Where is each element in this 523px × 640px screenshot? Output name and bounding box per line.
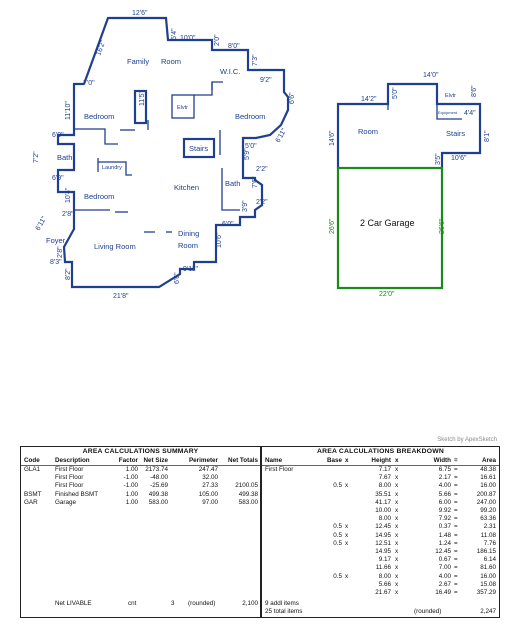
cell-perimeter: 247.47: [198, 466, 218, 473]
cell-net-size: -48.00: [150, 474, 168, 482]
cell-x1: x: [345, 531, 349, 539]
breakdown-row: [262, 581, 499, 589]
summary-row: [21, 466, 260, 474]
dim-label: 22'0": [379, 291, 395, 298]
cell-name: First Floor: [265, 466, 294, 473]
room-label-wic: W.I.C.: [220, 67, 241, 76]
summary-row: [21, 482, 260, 490]
dim-label: 2'0": [214, 34, 221, 46]
room-label-bath-2: Bath: [225, 179, 241, 188]
garage-outline: [338, 168, 442, 288]
cell-eq: =: [454, 482, 458, 490]
cell-eq: =: [454, 531, 458, 539]
cell-eq: =: [454, 523, 458, 531]
breakdown-row: [262, 556, 499, 564]
basement-room-label: Room: [358, 127, 379, 136]
dim-label: 5'0": [392, 87, 399, 99]
cell-net-size: 499.38: [148, 490, 168, 498]
room-label-bedroom-2: Bedroom: [235, 112, 266, 121]
cell-width: 0.67: [438, 556, 451, 564]
room-label-kitchen: Kitchen: [174, 183, 200, 192]
breakdown-row: [262, 564, 499, 572]
cell-description: First Floor: [55, 474, 84, 482]
dim-label: 5'9": [244, 148, 251, 160]
net-livable-label: Net LIVABLE: [55, 600, 92, 607]
breakdown-row: [262, 523, 499, 531]
cell-x2: x: [395, 474, 399, 482]
cell-factor: -1.00: [123, 482, 138, 490]
cell-height: 12.45: [375, 523, 391, 531]
room-label-dining-room: Room: [178, 241, 199, 250]
dim-label: 7'2": [33, 151, 40, 163]
cell-code: GLA1: [24, 466, 41, 473]
dim-label: 6'9": [52, 132, 64, 139]
cell-x2: x: [395, 490, 399, 498]
cell-x1: x: [345, 539, 349, 547]
cell-base: 0.5: [333, 572, 342, 580]
cell-eq: =: [454, 564, 458, 572]
room-label-bedroom-3: Bedroom: [84, 192, 115, 201]
cell-area: 81.60: [480, 564, 496, 572]
dim-label: 2'2": [256, 199, 268, 206]
cell-height: 14.95: [375, 531, 391, 539]
cell-area: 7.76: [483, 539, 496, 547]
cell-x1: x: [345, 482, 349, 490]
cell-x2: x: [395, 515, 399, 523]
cell-area: 6.14: [483, 556, 496, 564]
cell-net-totals: 499.38: [238, 490, 258, 498]
cell-eq: =: [454, 556, 458, 564]
dim-label: 6'11": [34, 215, 49, 232]
cell-eq: =: [454, 539, 458, 547]
cell-height: 11.66: [375, 564, 391, 572]
cell-net-totals: 583.00: [238, 498, 258, 506]
breakdown-footer-total: [262, 608, 499, 616]
breakdown-row: [262, 482, 499, 490]
cell-height: 5.66: [378, 580, 391, 588]
basement-elvtr-label: Elvtr: [445, 93, 456, 99]
cell-description: First Floor: [55, 466, 84, 473]
dim-label: 26'6": [329, 218, 336, 234]
breakdown-total: 2,247: [480, 608, 496, 615]
room-label-bath-1: Bath: [57, 153, 73, 162]
dim-label: 10'6": [451, 155, 467, 162]
dim-label: 9'2": [260, 77, 272, 84]
dim-label: 14'6": [329, 130, 336, 146]
interior-walls: [74, 82, 240, 232]
cell-x2: x: [395, 556, 399, 564]
room-label-family-room: Room: [161, 57, 182, 66]
col-header-base: Base: [326, 457, 342, 464]
col-header-name: Name: [265, 457, 283, 464]
room-label-bedroom-1: Bedroom: [84, 112, 115, 121]
dim-label: 11'10": [65, 101, 72, 120]
cell-height: 8.00: [378, 515, 391, 523]
dim-label: 8'6": [471, 85, 478, 97]
cell-area: 247.00: [476, 498, 496, 506]
dim-label: 4'4": [464, 110, 476, 117]
dim-label: 5'4": [171, 28, 178, 40]
dim-label: 11'5": [139, 91, 146, 106]
cell-eq: =: [454, 580, 458, 588]
cell-height: 7.17: [378, 466, 391, 473]
dim-label: 16'2": [95, 39, 108, 57]
total-items-label: 25 total items: [265, 608, 303, 615]
dim-label: 8'0": [228, 43, 240, 50]
col-header-eq: =: [454, 457, 458, 464]
cell-width: 2.67: [438, 580, 451, 588]
cell-eq: =: [454, 507, 458, 514]
breakdown-row: [262, 491, 499, 499]
cell-height: 21.67: [375, 589, 391, 596]
cell-factor: 1.00: [125, 466, 138, 473]
dim-label: 10'0": [180, 35, 196, 42]
col-header-width: Width: [433, 457, 451, 464]
cell-x2: x: [395, 539, 399, 547]
dim-label: 6'11": [274, 127, 289, 144]
basement-stairs-label: Stairs: [446, 129, 466, 138]
col-header-factor: Factor: [118, 457, 138, 464]
dim-label: 14'0": [423, 72, 439, 79]
cell-width: 4.00: [438, 482, 451, 490]
room-label-dining: Dining: [178, 229, 200, 238]
dim-label: 6'0": [222, 221, 234, 228]
cell-x2: x: [395, 572, 399, 580]
cell-area: 11.08: [480, 531, 496, 539]
dim-label: 8'3": [50, 259, 62, 266]
col-header-code: Code: [24, 457, 40, 464]
dim-label: 2'8": [57, 246, 64, 258]
cell-height: 35.51: [375, 490, 391, 498]
breakdown-row: [262, 573, 499, 581]
cell-eq: =: [454, 498, 458, 506]
cell-net-size: 583.00: [148, 498, 168, 506]
col-header-description: Description: [55, 457, 90, 464]
cell-x2: x: [395, 580, 399, 588]
breakdown-row: [262, 466, 499, 474]
cell-area: 186.15: [476, 548, 496, 555]
cell-height: 41.17: [375, 498, 391, 506]
cell-x1: x: [345, 523, 349, 531]
cell-net-size: -25.69: [150, 482, 168, 490]
cell-net-size: 2173.74: [145, 466, 168, 473]
cell-width: 6.75: [438, 466, 451, 473]
area-summary-table: [21, 447, 260, 617]
dim-label: 8'2": [65, 268, 72, 280]
room-label-laundry: Laundry: [102, 165, 122, 171]
breakdown-row: [262, 499, 499, 507]
dim-label: 2'2": [256, 166, 268, 173]
area-breakdown-table: [260, 447, 499, 617]
cell-x2: x: [395, 548, 399, 555]
cell-height: 8.00: [378, 482, 391, 490]
cell-perimeter: 32.00: [202, 474, 218, 482]
col-header-net-size: Net Size: [143, 457, 168, 464]
cell-width: 1.48: [438, 531, 451, 539]
room-label-living-room: Living Room: [94, 242, 136, 251]
cell-area: 16.00: [480, 482, 496, 490]
cell-x2: x: [395, 531, 399, 539]
cell-area: 2.31: [483, 523, 496, 531]
area-calculations-panel: [20, 446, 500, 618]
cell-eq: =: [454, 515, 458, 523]
breakdown-title: AREA CALCULATIONS BREAKDOWN: [317, 448, 444, 455]
breakdown-row: [262, 474, 499, 482]
cell-width: 16.49: [435, 589, 451, 596]
cell-factor: 1.00: [125, 490, 138, 498]
col-header-x2: x: [395, 457, 399, 464]
breakdown-footer-items: [262, 600, 499, 608]
dim-label: 7'3": [252, 54, 259, 66]
col-header-height: Height: [371, 457, 391, 464]
cell-code: BSMT: [24, 490, 42, 498]
cell-base: 0.5: [333, 482, 342, 490]
col-header-net-totals: Net Totals: [228, 457, 258, 464]
cell-area: 48.38: [480, 466, 496, 473]
room-label-family: Family: [127, 57, 150, 66]
dim-label: 6'9": [52, 175, 64, 182]
cell-perimeter: 97.00: [202, 498, 218, 506]
cell-x2: x: [395, 482, 399, 490]
cell-height: 10.00: [375, 507, 391, 514]
net-livable-cnt: cnt: [128, 600, 137, 607]
col-header-x1: x: [345, 457, 349, 464]
cell-width: 6.00: [438, 498, 451, 506]
dim-label: 6'6": [289, 92, 296, 104]
cell-x2: x: [395, 466, 399, 473]
net-livable-rounded: (rounded): [188, 600, 216, 607]
cell-height: 9.17: [378, 556, 391, 564]
sketch-credit: Sketch by ApexSketch: [437, 437, 497, 443]
col-header-area: Area: [481, 457, 496, 464]
dim-label: 26'6": [439, 218, 446, 234]
cell-area: 200.87: [476, 490, 496, 498]
dim-label: 12'6": [132, 10, 148, 17]
cell-eq: =: [454, 548, 458, 555]
cell-width: 4.00: [438, 572, 451, 580]
dim-label: 8'1": [484, 130, 491, 142]
summary-header-row: [21, 457, 260, 466]
cell-x2: x: [395, 498, 399, 506]
cell-description: Finished BSMT: [55, 490, 99, 498]
cell-description: Garage: [55, 498, 77, 506]
room-label-stairs: Stairs: [189, 144, 209, 153]
cell-description: First Floor: [55, 482, 84, 490]
garage-label: 2 Car Garage: [360, 218, 415, 228]
cell-base: 0.5: [333, 539, 342, 547]
cell-width: 2.17: [438, 474, 451, 482]
dim-label: 21'8": [113, 293, 129, 300]
cell-base: 0.5: [333, 523, 342, 531]
cell-x2: x: [395, 564, 399, 572]
cell-width: 12.45: [435, 548, 451, 555]
breakdown-row: [262, 548, 499, 556]
room-label-foyer: Foyer: [46, 236, 66, 245]
cell-area: 357.29: [476, 589, 496, 596]
cell-height: 12.51: [375, 539, 391, 547]
cell-width: 1.24: [438, 539, 451, 547]
cell-area: 16.61: [480, 474, 496, 482]
breakdown-header-row: [262, 457, 499, 466]
breakdown-row: [262, 515, 499, 523]
cell-height: 7.67: [378, 474, 391, 482]
cell-x1: x: [345, 572, 349, 580]
dim-label: 7'6": [252, 176, 259, 188]
cell-x2: x: [395, 507, 399, 514]
dim-label: 10'6": [216, 232, 223, 248]
dim-label: 5'0": [245, 143, 257, 150]
cell-width: 7.92: [438, 515, 451, 523]
cell-height: 8.00: [378, 572, 391, 580]
dim-label: 2'8": [62, 211, 74, 218]
cell-area: 63.36: [480, 515, 496, 523]
breakdown-row: [262, 507, 499, 515]
cell-eq: =: [454, 490, 458, 498]
cell-width: 0.37: [438, 523, 451, 531]
cell-eq: =: [454, 466, 458, 473]
cell-perimeter: 27.33: [202, 482, 218, 490]
cell-x2: x: [395, 589, 399, 596]
cell-eq: =: [454, 572, 458, 580]
dim-label: 7'0": [83, 80, 95, 87]
summary-footer: [21, 600, 260, 608]
cell-height: 14.95: [375, 548, 391, 555]
cell-base: 0.5: [333, 531, 342, 539]
dim-label: 3'9": [242, 200, 249, 212]
summary-row: [21, 499, 260, 507]
cell-factor: -1.00: [123, 474, 138, 482]
cell-x2: x: [395, 523, 399, 531]
addl-items-label: 9 addl items: [265, 600, 299, 607]
cell-eq: =: [454, 474, 458, 482]
cell-width: 9.92: [438, 507, 451, 514]
cell-factor: 1.00: [125, 498, 138, 506]
dim-label: 14'2": [361, 96, 377, 103]
net-livable-count: 3: [171, 600, 175, 607]
room-label-elvtr: Elvtr: [177, 105, 188, 111]
summary-row: [21, 491, 260, 499]
cell-area: 99.20: [480, 507, 496, 514]
cell-area: 16.00: [480, 572, 496, 580]
breakdown-rounded: (rounded): [414, 608, 442, 615]
cell-area: 15.08: [480, 580, 496, 588]
dim-label: 3'5": [435, 153, 442, 165]
cell-perimeter: 105.00: [198, 490, 218, 498]
breakdown-row: [262, 540, 499, 548]
breakdown-row: [262, 532, 499, 540]
cell-width: 5.66: [438, 490, 451, 498]
summary-row: [21, 474, 260, 482]
net-livable-total: 2,100: [242, 600, 258, 607]
dim-label: 6'6": [174, 272, 181, 284]
basement-equipment-label: Equipment: [438, 110, 458, 115]
cell-net-totals: 2100.05: [235, 482, 258, 490]
dim-label: 9'11": [183, 266, 198, 273]
cell-code: GAR: [24, 498, 38, 506]
dim-label: 10'4": [65, 187, 72, 203]
col-header-perimeter: Perimeter: [188, 457, 218, 464]
summary-title: AREA CALCULATIONS SUMMARY: [82, 448, 199, 455]
cell-width: 7.00: [438, 564, 451, 572]
cell-eq: =: [454, 589, 458, 596]
breakdown-row: [262, 589, 499, 597]
